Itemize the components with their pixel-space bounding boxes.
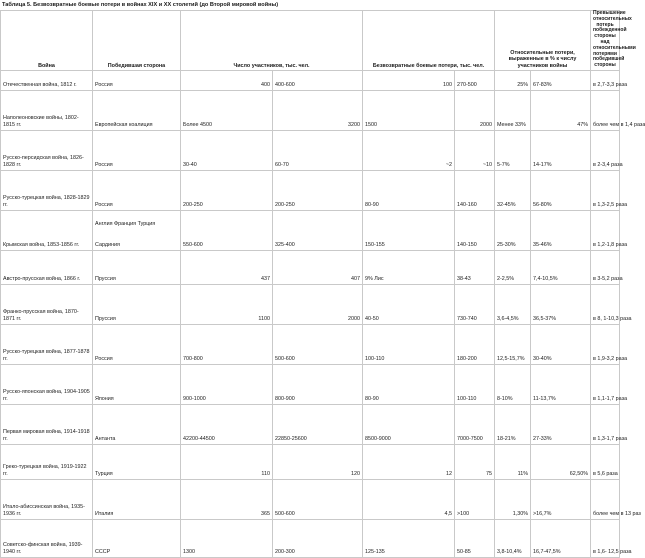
losses-loser: 7000-7500 xyxy=(455,404,495,444)
relative-loser: 56-80% xyxy=(531,170,591,210)
table-row xyxy=(1,130,620,170)
participants-loser: 22850-25600 xyxy=(273,404,363,444)
winner: Россия xyxy=(93,324,181,364)
excess-ratio: в 2-3,4 раза xyxy=(591,130,620,170)
excess-ratio: в 2,7-3,3 раза xyxy=(591,70,620,90)
relative-loser: 67-83% xyxy=(531,70,591,90)
war-name: Русско-турецкая война, 1828-1829 гг. xyxy=(1,170,93,210)
participants-winner: 437 xyxy=(181,250,273,284)
losses-loser: 50-85 xyxy=(455,519,495,557)
relative-winner: 25% xyxy=(495,70,531,90)
table-row xyxy=(1,70,620,90)
participants-winner: 900-1000 xyxy=(181,364,273,404)
losses-winner: 40-50 xyxy=(363,284,455,324)
losses-loser: 100-110 xyxy=(455,364,495,404)
relative-winner: 3,6-4,5% xyxy=(495,284,531,324)
winner-bottom: Сардиния xyxy=(95,241,120,248)
excess-ratio: более чем в 1,4 раза xyxy=(591,90,620,130)
relative-winner: 11% xyxy=(495,444,531,479)
relative-loser: 7,4-10,5% xyxy=(531,250,591,284)
war-name: Наполеоновские войны, 1802-1815 гг. xyxy=(1,90,93,130)
losses-loser: 140-150 xyxy=(455,210,495,250)
table-row xyxy=(1,364,620,404)
participants-winner: 365 xyxy=(181,479,273,519)
losses-winner: 12 xyxy=(363,444,455,479)
header-winner: Победившая сторона xyxy=(93,11,181,71)
excess-ratio: в 1,3-2,5 раза xyxy=(591,170,620,210)
winner: Япония xyxy=(93,364,181,404)
relative-loser: 27-33% xyxy=(531,404,591,444)
table-row xyxy=(1,479,620,519)
participants-winner: 200-250 xyxy=(181,170,273,210)
winner: Турция xyxy=(93,444,181,479)
participants-winner: 42200-44500 xyxy=(181,404,273,444)
header-losses: Безвозвратные боевые потери, тыс. чел. xyxy=(363,11,495,71)
participants-winner: 1100 xyxy=(181,284,273,324)
participants-loser: 60-70 xyxy=(273,130,363,170)
header-excess: Превышение относительных потерь побежденной стороны над относительными потерями победившей стороны xyxy=(591,11,620,71)
relative-winner: Менее 33% xyxy=(495,90,531,130)
participants-winner: 400 xyxy=(181,70,273,90)
winner: Европейская коалиция xyxy=(93,90,181,130)
losses-winner: 80-90 xyxy=(363,170,455,210)
header-relative-losses: Относительные потери, выраженные в % к числу участников войны xyxy=(495,11,591,71)
losses-winner: 8500-9000 xyxy=(363,404,455,444)
war-name: Австро-прусская война, 1866 г. xyxy=(1,250,93,284)
losses-winner: 100-110 xyxy=(363,324,455,364)
losses-table xyxy=(0,10,645,558)
participants-loser: 500-600 xyxy=(273,479,363,519)
losses-winner: 150-155 xyxy=(363,210,455,250)
participants-loser: 800-900 xyxy=(273,364,363,404)
relative-loser: >16,7% xyxy=(531,479,591,519)
war-name: Первая мировая война, 1914-1918 гг. xyxy=(1,404,93,444)
table-row xyxy=(1,519,620,557)
excess-ratio: в 8, 1-10,3 раза xyxy=(591,284,620,324)
losses-loser: >100 xyxy=(455,479,495,519)
participants-loser: 200-300 xyxy=(273,519,363,557)
table-row xyxy=(1,250,620,284)
war-name: Крымская война, 1853-1856 гг. xyxy=(1,210,93,250)
losses-loser: 140-160 xyxy=(455,170,495,210)
war-name: Отечественная война, 1812 г. xyxy=(1,70,93,90)
participants-winner: 700-800 xyxy=(181,324,273,364)
winner: Россия xyxy=(93,170,181,210)
table-row xyxy=(1,404,620,444)
war-name: Франко-прусская война, 1870-1871 гг. xyxy=(1,284,93,324)
excess-ratio: в 3-5,2 раза xyxy=(591,250,620,284)
table-row xyxy=(1,90,620,130)
participants-loser: 400-600 xyxy=(273,70,363,90)
war-name: Греко-турецкая война, 1919-1922 гг. xyxy=(1,444,93,479)
participants-loser: 500-600 xyxy=(273,324,363,364)
war-name: Русско-японская война, 1904-1905 гг. xyxy=(1,364,93,404)
table-row xyxy=(1,444,620,479)
header-participants: Число участников, тыс. чел. xyxy=(181,11,363,71)
losses-loser: 270-500 xyxy=(455,70,495,90)
losses-winner: 100 xyxy=(363,70,455,90)
relative-winner: 2-2,5% xyxy=(495,250,531,284)
table-row xyxy=(1,210,620,250)
relative-loser: 16,7-47,5% xyxy=(531,519,591,557)
losses-loser: 2000 xyxy=(455,90,495,130)
relative-winner: 32-45% xyxy=(495,170,531,210)
excess-ratio: в 1,1-1,7 раза xyxy=(591,364,620,404)
losses-winner: 80-90 xyxy=(363,364,455,404)
table-title: Таблица 5. Безвозвратные боевые потери в войнах XIX и XX столетий (до Второй мировой войны) xyxy=(2,2,279,8)
relative-winner: 12,5-15,7% xyxy=(495,324,531,364)
relative-loser: 14-17% xyxy=(531,130,591,170)
relative-loser: 11-13,7% xyxy=(531,364,591,404)
relative-loser: 30-40% xyxy=(531,324,591,364)
excess-ratio: в 5,6 раза xyxy=(591,444,620,479)
winner: Пруссия xyxy=(93,250,181,284)
participants-winner: Более 4500 xyxy=(181,90,273,130)
participants-winner: 1300 xyxy=(181,519,273,557)
losses-loser: 180-200 xyxy=(455,324,495,364)
table-row xyxy=(1,170,620,210)
relative-loser: 62,50% xyxy=(531,444,591,479)
excess-ratio: в 1,9-3,2 раза xyxy=(591,324,620,364)
relative-loser: 35-46% xyxy=(531,210,591,250)
participants-loser: 325-400 xyxy=(273,210,363,250)
participants-loser: 407 xyxy=(273,250,363,284)
table-row xyxy=(1,324,620,364)
relative-loser: 36,5-37% xyxy=(531,284,591,324)
relative-loser: 47% xyxy=(531,90,591,130)
winner: Пруссия xyxy=(93,284,181,324)
excess-ratio: в 1,3-1,7 раза xyxy=(591,404,620,444)
excess-ratio: в 1,6- 12,5 раза xyxy=(591,519,620,557)
losses-winner: 9% Лис xyxy=(363,250,455,284)
excess-ratio: более чем в 13 раз xyxy=(591,479,620,519)
participants-winner: 30-40 xyxy=(181,130,273,170)
participants-loser: 200-250 xyxy=(273,170,363,210)
participants-loser: 120 xyxy=(273,444,363,479)
participants-winner: 550-600 xyxy=(181,210,273,250)
war-name: Русско-персидская война, 1826-1828 гг. xyxy=(1,130,93,170)
winner-top: Англия Франция Турция xyxy=(95,221,156,228)
war-name: Советско-финская война, 1939-1940 гг. xyxy=(1,519,93,557)
participants-winner: 110 xyxy=(181,444,273,479)
relative-winner: 1,30% xyxy=(495,479,531,519)
war-name: Русско-турецкая война, 1877-1878 гг. xyxy=(1,324,93,364)
losses-loser: 38-43 xyxy=(455,250,495,284)
participants-loser: 2000 xyxy=(273,284,363,324)
relative-winner: 3,8-10,4% xyxy=(495,519,531,557)
losses-winner: 4,5 xyxy=(363,479,455,519)
war-name: Итало-абиссинская война, 1935-1936 гг. xyxy=(1,479,93,519)
winner: Россия xyxy=(93,70,181,90)
losses-winner: 125-135 xyxy=(363,519,455,557)
relative-winner: 18-21% xyxy=(495,404,531,444)
winner: Италия xyxy=(93,479,181,519)
relative-winner: 8-10% xyxy=(495,364,531,404)
excess-ratio: в 1,2-1,8 раза xyxy=(591,210,620,250)
table-row xyxy=(1,284,620,324)
winner: СССР xyxy=(93,519,181,557)
relative-winner: 25-30% xyxy=(495,210,531,250)
winner xyxy=(93,210,181,250)
relative-winner: 5-7% xyxy=(495,130,531,170)
winner: Россия xyxy=(93,130,181,170)
winner: Антанта xyxy=(93,404,181,444)
losses-loser: 730-740 xyxy=(455,284,495,324)
losses-winner: ~2 xyxy=(363,130,455,170)
losses-loser: ~10 xyxy=(455,130,495,170)
participants-loser: 3200 xyxy=(273,90,363,130)
losses-winner: 1500 xyxy=(363,90,455,130)
losses-loser: 75 xyxy=(455,444,495,479)
header-war: Война xyxy=(1,11,93,71)
